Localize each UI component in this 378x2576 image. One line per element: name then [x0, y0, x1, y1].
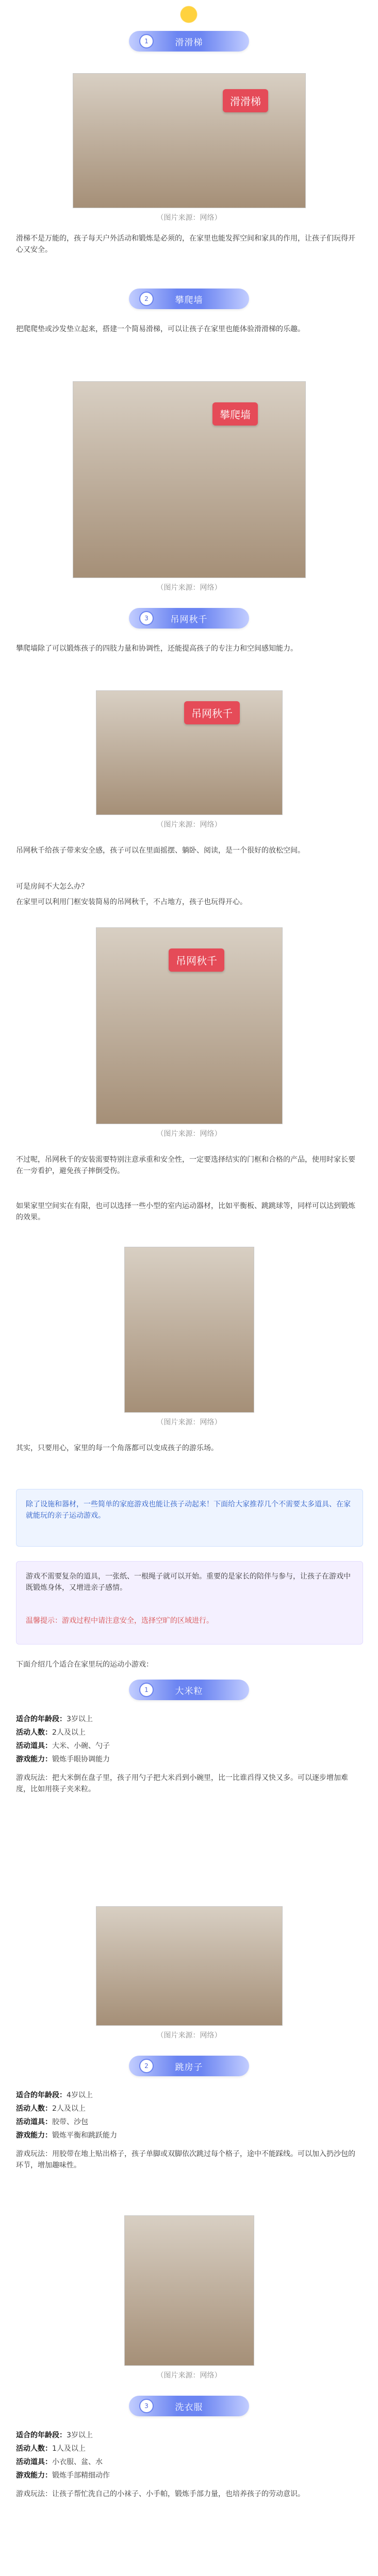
field-skill: [16, 1754, 362, 1765]
field-value: 小衣服、盆、水: [52, 2458, 103, 2466]
field-value: 1人及以上: [52, 2445, 86, 2453]
circle-badge-icon: 2: [139, 2059, 154, 2073]
paragraph: 把爬爬垫或沙发垫立起来，搭建一个简易滑梯，可以让孩子在家里也能体验滑滑梯的乐趣。: [16, 325, 305, 333]
photo-tag: 攀爬墙: [212, 402, 258, 426]
info-text: 游戏不需要复杂的道具，一张纸、一根绳子就可以开始。重要的是家长的陪伴与参与，让孩子在游戏中既锻炼身体，又增进亲子感情。: [26, 1572, 351, 1592]
game-steps: 游戏玩法：让孩子帮忙洗自己的小袜子、小手帕，锻炼手部力量，也培养孩子的劳动意识。: [16, 2490, 305, 2498]
paragraph: 其实，只要用心，家里的每一个角落都可以变成孩子的游乐场。: [16, 1444, 218, 1452]
photo-rice-game: [96, 1906, 283, 2026]
paragraph: 可是房间不大怎么办？: [16, 883, 88, 891]
section-title: 滑滑梯: [175, 37, 203, 48]
field-label: 游戏能力：: [16, 1755, 52, 1764]
game-steps: 游戏玩法：用胶带在地上贴出格子，孩子单脚或双脚依次跳过每个格子，途中不能踩线。可以加入扔沙包的环节，增加趣味性。: [16, 2150, 355, 2170]
paragraph: 攀爬墙除了可以锻炼孩子的四肢力量和协调性，还能提高孩子的专注力和空间感知能力。: [16, 645, 298, 653]
field-label: 游戏能力：: [16, 2131, 52, 2140]
field-value: 锻炼手部精细动作: [52, 2471, 110, 2480]
photo-slide: [73, 73, 306, 208]
paragraph: 在家里可以利用门框安装简易的吊网秋千，不占地方，孩子也玩得开心。: [16, 898, 247, 906]
field-props: [16, 2456, 362, 2468]
photo-tag: 吊网秋千: [184, 701, 240, 724]
field-players: [16, 2443, 362, 2454]
field-value: 3岁以上: [67, 2431, 93, 2439]
circle-badge-icon: 1: [139, 1683, 154, 1697]
quote-text: 除了设施和器材，一些简单的家庭游戏也能让孩子动起来！下面给大家推荐几个不需要太多道具、在家就能玩的亲子运动游戏。: [26, 1500, 351, 1520]
field-label: 活动道具：: [16, 2118, 52, 2126]
image-caption: （图片来源：网络）: [156, 1130, 222, 1138]
field-props: [16, 1740, 362, 1752]
photo-swing-book: [96, 690, 283, 815]
section-banner-game-3: [129, 2396, 249, 2416]
section-title: 吊网秋千: [170, 614, 208, 625]
paragraph: 下面介绍几个适合在家里玩的运动小游戏：: [16, 1660, 153, 1669]
field-label: 活动人数：: [16, 1728, 52, 1737]
photo-climbing-wall: [73, 381, 306, 578]
section-banner-game-1: [129, 1680, 249, 1700]
field-players: [16, 2103, 362, 2114]
info-box: [16, 1561, 363, 1645]
paragraph: 滑梯不是万能的，孩子每天户外活动和锻炼是必须的，在家里也能发挥空间和家具的作用，让孩子们玩得开心又安全。: [16, 234, 355, 254]
field-label: 活动道具：: [16, 1742, 52, 1750]
image-caption: （图片来源：网络）: [156, 584, 222, 592]
image-caption: （图片来源：网络）: [156, 1418, 222, 1427]
paragraph: 吊网秋千给孩子带来安全感，孩子可以在里面摇摆、躺卧、阅读，是一个很好的放松空间。: [16, 846, 305, 855]
section-banner-game-2: [129, 2056, 249, 2076]
field-skill: [16, 2470, 362, 2481]
field-value: 大米、小碗、勺子: [52, 1742, 110, 1750]
field-label: 游戏能力：: [16, 2471, 52, 2480]
section-title: 大米粒: [175, 1686, 203, 1697]
quote-box: [16, 1489, 363, 1547]
photo-door-swing: [96, 927, 283, 1124]
image-caption: （图片来源：网络）: [156, 2371, 222, 2380]
image-caption: （图片来源：网络）: [156, 214, 222, 222]
field-value: 胶带、沙包: [52, 2118, 88, 2126]
section-banner-2: [129, 289, 249, 309]
photo-tag: 滑滑梯: [223, 89, 268, 112]
field-label: 活动人数：: [16, 2105, 52, 2113]
field-label: 适合的年龄段：: [16, 2091, 67, 2099]
photo-cups-game: [124, 2215, 254, 2366]
field-label: 活动道具：: [16, 2458, 52, 2466]
info-highlight: [26, 1615, 353, 1626]
circle-badge-icon: 3: [139, 611, 154, 625]
field-props: [16, 2116, 362, 2128]
section-banner-3: [129, 608, 249, 629]
field-age: [16, 2430, 362, 2441]
paragraph: 不过呢，吊网秋千的安装需要特别注意承重和安全性，一定要选择结实的门框和合格的产品，使用时家长要在一旁看护，避免孩子摔倒受伤。: [16, 1156, 355, 1175]
field-value: 2人及以上: [52, 2105, 86, 2113]
field-label: 活动人数：: [16, 2445, 52, 2453]
section-title: 洗衣服: [175, 2402, 203, 2413]
field-value: 2人及以上: [52, 1728, 86, 1737]
field-value: 锻炼平衡和跳跃能力: [52, 2131, 117, 2140]
paragraph: 如果家里空间实在有限，也可以选择一些小型的室内运动器材，比如平衡板、跳跳球等，同样可以达到锻炼的效果。: [16, 1202, 355, 1222]
field-skill: [16, 2130, 362, 2141]
info-highlight-text: 温馨提示：游戏过程中请注意安全，选择空旷的区域进行。: [26, 1617, 213, 1625]
field-label: 适合的年龄段：: [16, 2431, 67, 2439]
image-caption: （图片来源：网络）: [156, 2031, 222, 2040]
field-value: 3岁以上: [67, 1715, 93, 1723]
field-players: [16, 1727, 362, 1738]
circle-badge-icon: 3: [139, 2399, 154, 2413]
field-label: 适合的年龄段：: [16, 1715, 67, 1723]
sun-decoration-icon: [178, 4, 199, 25]
image-caption: （图片来源：网络）: [156, 821, 222, 829]
field-age: [16, 2090, 362, 2101]
circle-badge-icon: 2: [139, 292, 154, 306]
circle-badge-icon: 1: [139, 34, 154, 48]
section-banner-1: [129, 31, 249, 52]
field-value: 锻炼手眼协调能力: [52, 1755, 110, 1764]
field-age: [16, 1714, 362, 1725]
photo-indoor-equipment: [124, 1247, 254, 1413]
field-value: 4岁以上: [67, 2091, 93, 2099]
section-title: 攀爬墙: [175, 295, 203, 306]
game-steps: 游戏玩法：把大米倒在盘子里，孩子用勺子把大米舀到小碗里，比一比谁舀得又快又多。可以逐步增加难度，比如用筷子夹米粒。: [16, 1774, 348, 1793]
photo-tag: 吊网秋千: [169, 948, 224, 972]
section-title: 跳房子: [175, 2062, 203, 2073]
